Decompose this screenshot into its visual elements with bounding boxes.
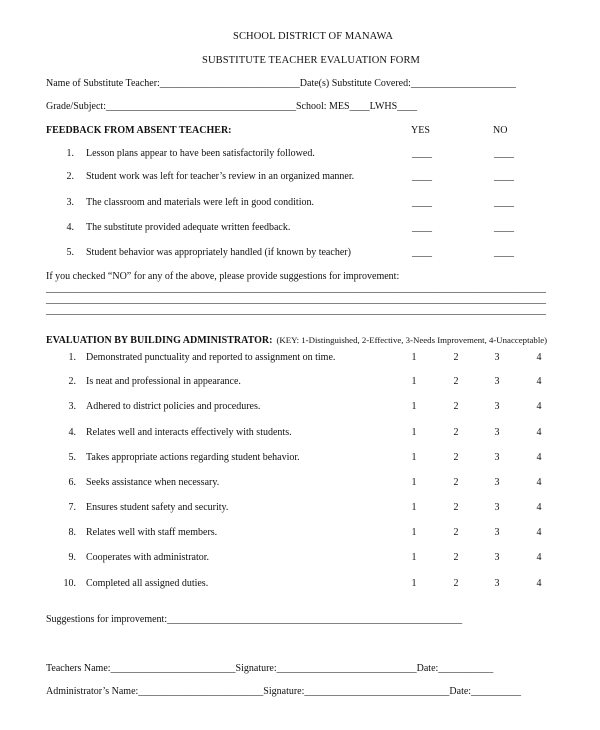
evaluation-item-number: 9. — [68, 552, 76, 563]
evaluation-item-text: Demonstrated punctuality and reported to assignment on time. — [86, 352, 336, 363]
rating-score-3: 3 — [494, 352, 500, 363]
evaluation-item-number: 6. — [68, 477, 76, 488]
rating-score-4: 4 — [536, 427, 542, 438]
rating-score-4: 4 — [536, 578, 542, 589]
suggestion-line: ____________________________________________________________________________________________________ — [46, 283, 546, 294]
evaluation-item-text: Seeks assistance when necessary. — [86, 477, 220, 488]
rating-score-2: 2 — [453, 427, 459, 438]
rating-score-2: 2 — [453, 376, 459, 387]
no-blank: ____ — [494, 148, 514, 159]
rating-score-3: 3 — [494, 401, 500, 412]
evaluation-item-text: Relates well and interacts effectively with students. — [86, 427, 292, 438]
feedback-item-text: The substitute provided adequate written feedback. — [86, 222, 291, 233]
administrator-name-line: Administrator’s Name:_________________________Signature:_____________________________Date:__________ — [46, 686, 522, 697]
rating-score-1: 1 — [411, 552, 417, 563]
evaluation-item-text: Ensures student safety and security. — [86, 502, 229, 513]
rating-score-2: 2 — [453, 578, 459, 589]
rating-score-1: 1 — [411, 452, 417, 463]
rating-score-2: 2 — [453, 452, 459, 463]
district-name: SCHOOL DISTRICT OF MANAWA — [233, 31, 394, 42]
yes-column-label: YES — [411, 125, 430, 136]
evaluation-item-text: Adhered to district policies and procedures. — [86, 401, 261, 412]
rating-score-3: 3 — [494, 552, 500, 563]
feedback-item-text: Student work was left for teacher’s review in an organized manner. — [86, 171, 355, 182]
evaluation-item-text: Completed all assigned duties. — [86, 578, 209, 589]
rating-score-4: 4 — [536, 401, 542, 412]
feedback-item-number: 4. — [66, 222, 74, 233]
evaluation-item-number: 7. — [68, 502, 76, 513]
evaluation-item-text: Is neat and professional in appearance. — [86, 376, 241, 387]
rating-score-3: 3 — [494, 477, 500, 488]
evaluation-key: (KEY: 1-Distinguished, 2-Effective, 3-Needs Improvement, 4-Unacceptable) — [276, 335, 548, 345]
form-title: SUBSTITUTE TEACHER EVALUATION FORM — [202, 55, 420, 66]
feedback-item-number: 2. — [66, 171, 74, 182]
no-column-label: NO — [493, 125, 508, 136]
rating-score-1: 1 — [411, 502, 417, 513]
evaluation-item-text: Cooperates with administrator. — [86, 552, 210, 563]
rating-score-3: 3 — [494, 527, 500, 538]
rating-score-1: 1 — [411, 578, 417, 589]
no-blank: ____ — [494, 171, 514, 182]
suggestion-line: ____________________________________________________________________________________________________ — [46, 294, 546, 305]
rating-score-2: 2 — [453, 502, 459, 513]
yes-blank: ____ — [412, 148, 432, 159]
evaluation-item-number: 3. — [68, 401, 76, 412]
no-blank: ____ — [494, 222, 514, 233]
feedback-item-text: The classroom and materials were left in good condition. — [86, 197, 314, 208]
feedback-item-number: 3. — [66, 197, 74, 208]
suggestions-improvement-line: Suggestions for improvement:___________________________________________________________ — [46, 614, 463, 625]
evaluation-item-number: 1. — [68, 352, 76, 363]
evaluation-item-text: Takes appropriate actions regarding student behavior. — [86, 452, 300, 463]
rating-score-4: 4 — [536, 477, 542, 488]
rating-score-3: 3 — [494, 376, 500, 387]
rating-score-2: 2 — [453, 401, 459, 412]
evaluation-item-number: 5. — [68, 452, 76, 463]
substitute-name-line: Name of Substitute Teacher:____________________________Date(s) Substitute Covered:_____________________ — [46, 78, 516, 89]
feedback-heading: FEEDBACK FROM ABSENT TEACHER: — [46, 125, 232, 136]
no-blank: ____ — [494, 247, 514, 258]
rating-score-3: 3 — [494, 427, 500, 438]
rating-score-2: 2 — [453, 552, 459, 563]
evaluation-item-number: 4. — [68, 427, 76, 438]
feedback-item-text: Lesson plans appear to have been satisfactorily followed. — [86, 148, 315, 159]
rating-score-2: 2 — [453, 477, 459, 488]
suggestion-line: ____________________________________________________________________________________________________ — [46, 305, 546, 316]
grade-subject-line: Grade/Subject:______________________________________School: MES____LWHS____ — [46, 101, 418, 112]
yes-blank: ____ — [412, 222, 432, 233]
yes-blank: ____ — [412, 247, 432, 258]
yes-blank: ____ — [412, 171, 432, 182]
rating-score-4: 4 — [536, 376, 542, 387]
suggestion-prompt: If you checked “NO” for any of the above, please provide suggestions for improvement: — [46, 271, 400, 282]
evaluation-item-number: 2. — [68, 376, 76, 387]
feedback-item-number: 5. — [66, 247, 74, 258]
rating-score-1: 1 — [411, 376, 417, 387]
evaluation-item-number: 8. — [68, 527, 76, 538]
yes-blank: ____ — [412, 197, 432, 208]
rating-score-4: 4 — [536, 502, 542, 513]
rating-score-1: 1 — [411, 352, 417, 363]
rating-score-3: 3 — [494, 452, 500, 463]
rating-score-1: 1 — [411, 477, 417, 488]
rating-score-4: 4 — [536, 352, 542, 363]
rating-score-3: 3 — [494, 578, 500, 589]
rating-score-1: 1 — [411, 527, 417, 538]
rating-score-2: 2 — [453, 352, 459, 363]
no-blank: ____ — [494, 197, 514, 208]
evaluation-item-number: 10. — [63, 578, 76, 589]
evaluation-heading-row — [46, 331, 547, 347]
teachers-name-line: Teachers Name:_________________________Signature:____________________________Date:___________ — [46, 663, 494, 674]
rating-score-4: 4 — [536, 527, 542, 538]
rating-score-3: 3 — [494, 502, 500, 513]
rating-score-4: 4 — [536, 552, 542, 563]
rating-score-1: 1 — [411, 427, 417, 438]
rating-score-1: 1 — [411, 401, 417, 412]
feedback-item-text: Student behavior was appropriately handled (if known by teacher) — [86, 247, 351, 258]
feedback-item-number: 1. — [66, 148, 74, 159]
evaluation-heading: EVALUATION BY BUILDING ADMINISTRATOR: — [46, 335, 273, 346]
evaluation-item-text: Relates well with staff members. — [86, 527, 218, 538]
rating-score-2: 2 — [453, 527, 459, 538]
rating-score-4: 4 — [536, 452, 542, 463]
